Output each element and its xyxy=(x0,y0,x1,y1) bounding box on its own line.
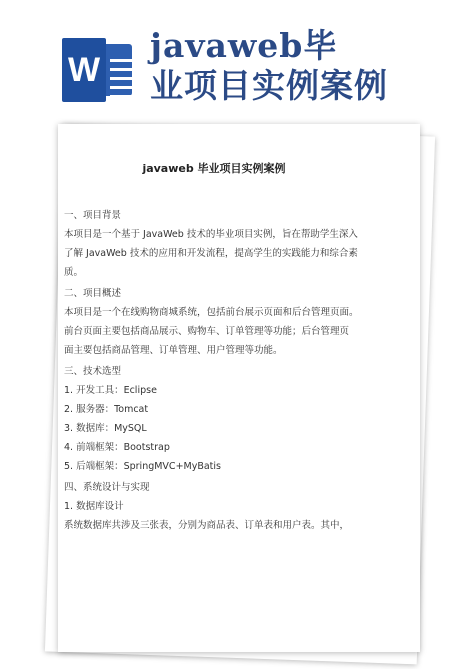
paragraph-line: 质。 xyxy=(64,267,84,278)
banner-title-line1: javaweb毕 xyxy=(150,26,338,65)
section-heading: 二、项目概述 xyxy=(64,288,122,299)
list-item: 4. 前端框架：Bootstrap xyxy=(64,442,170,453)
word-icon-letter: W xyxy=(62,38,106,102)
document-title: javaweb 毕业项目实例案例 xyxy=(142,162,286,175)
section-tech-stack xyxy=(64,362,364,476)
list-item: 5. 后端框架：SpringMVC+MyBatis xyxy=(64,461,222,472)
section-heading: 一、项目背景 xyxy=(64,210,122,221)
section-design xyxy=(64,478,364,535)
list-item: 2. 服务器：Tomcat xyxy=(64,404,149,415)
word-icon-lines xyxy=(110,59,146,104)
list-item: 1. 开发工具：Eclipse xyxy=(64,385,157,396)
banner-title-line2: 业项目实例案例 xyxy=(150,66,388,105)
list-item: 3. 数据库：MySQL xyxy=(64,423,147,434)
subsection-heading: 1. 数据库设计 xyxy=(64,501,124,512)
section-overview xyxy=(64,284,364,360)
paragraph-line: 了解 JavaWeb 技术的应用和开发流程，提高学生的实践能力和综合素 xyxy=(64,248,358,259)
section-heading: 三、技术选型 xyxy=(64,366,122,377)
paragraph-line: 本项目是一个基于 JavaWeb 技术的毕业项目实例，旨在帮助学生深入 xyxy=(64,229,358,240)
section-heading: 四、系统设计与实现 xyxy=(64,482,150,493)
section-background xyxy=(64,206,364,282)
header-banner xyxy=(0,0,474,120)
word-document-icon xyxy=(62,38,132,102)
banner-title xyxy=(150,26,460,106)
paragraph-line: 面主要包括商品管理、订单管理、用户管理等功能。 xyxy=(64,345,283,356)
paragraph-line: 系统数据库共涉及三张表，分别为商品表、订单表和用户表。其中， xyxy=(64,520,350,531)
paragraph-line: 前台页面主要包括商品展示、购物车、订单管理等功能；后台管理页 xyxy=(64,326,350,337)
paragraph-line: 本项目是一个在线购物商城系统，包括前台展示页面和后台管理页面。 xyxy=(64,307,359,318)
